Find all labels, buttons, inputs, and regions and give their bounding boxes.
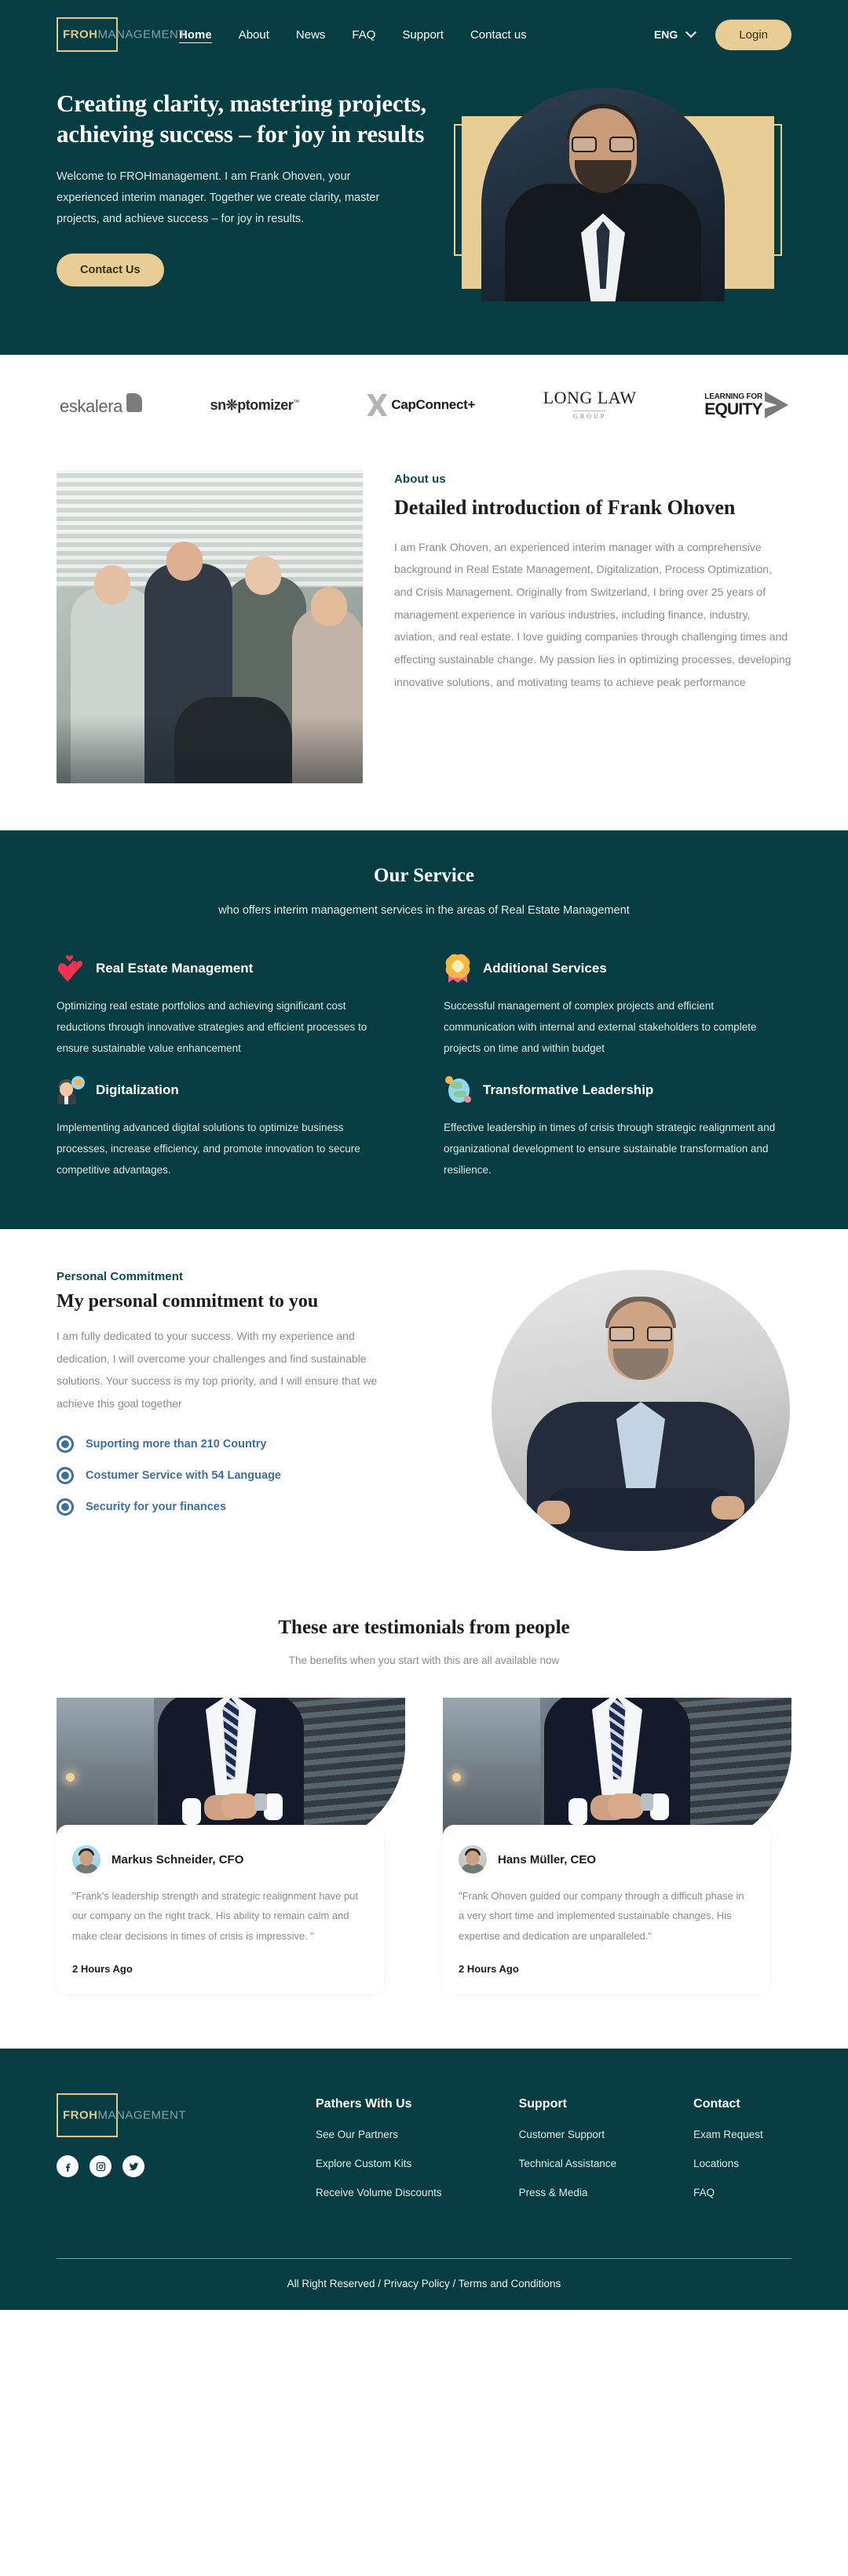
testimonial-quote: "Frank's leadership strength and strategic realignment have put our company on the right track. His ability to remain calm and make clear decisions in times of crisis is impressive. ": [72, 1890, 359, 1942]
check-label: Costumer Service with 54 Language: [86, 1469, 281, 1482]
testimonial-author: Hans Müller, CEO: [498, 1852, 597, 1866]
service-desc: Optimizing real estate portfolios and achieving significant cost reductions through innovative strategies and efficient processes to ensure sustainable value enhancement: [57, 1000, 367, 1054]
testimonials-grid: [57, 1698, 791, 1994]
nav-item-support[interactable]: Support: [402, 27, 444, 42]
hero-copy: [57, 88, 445, 323]
snaptomizer-text-2: ptomizer: [237, 396, 294, 413]
testimonial-body: [443, 1825, 770, 1994]
testimonials-title: These are testimonials from people: [278, 1617, 570, 1638]
services-title: Our Service: [374, 865, 474, 886]
nav-item-about[interactable]: About: [238, 27, 269, 42]
nav-item-home[interactable]: Home: [179, 27, 212, 42]
top-navigation: [0, 0, 848, 53]
nav-links: [179, 28, 527, 42]
service-name: Digitalization: [96, 1082, 179, 1097]
login-button[interactable]: Login: [715, 20, 791, 50]
service-name: Transformative Leadership: [483, 1082, 654, 1097]
lfe-line-2: EQUITY: [704, 400, 762, 418]
footer-link[interactable]: Receive Volume Discounts: [316, 2187, 442, 2199]
service-name: Real Estate Management: [96, 961, 254, 976]
service-desc: Implementing advanced digital solutions to optimize business processes, increase efficiency, and promote innovation to secure competitive advantages.: [57, 1122, 360, 1176]
commitment-eyebrow: Personal Commitment: [57, 1270, 184, 1283]
snaptomizer-text-1: sn: [210, 396, 226, 413]
hero-subtitle: Welcome to FROHmanagement. I am Frank Ohoven, your experienced interim manager. Together we create clarity, master projects, and achieve success – for joy in results.: [57, 170, 380, 225]
footer-copyright: All Right Reserved / Privacy Policy / Terms and Conditions: [287, 2278, 561, 2290]
snaptomizer-tm: ™: [293, 398, 299, 406]
hero-contact-us-button[interactable]: Contact Us: [57, 254, 164, 286]
service-card-digitalization[interactable]: [57, 1076, 404, 1180]
language-label: ENG: [653, 28, 678, 41]
radio-filled-icon: [57, 1467, 74, 1484]
twitter-icon[interactable]: [122, 2155, 144, 2177]
instagram-icon[interactable]: [90, 2155, 111, 2177]
footer-column-heading: Contact: [693, 2097, 740, 2111]
footer-logo-froh: FROH: [63, 2108, 98, 2122]
hero-body: [0, 53, 848, 323]
testimonial-card: [443, 1698, 791, 1994]
footer-link[interactable]: See Our Partners: [316, 2129, 399, 2141]
logo-text-management: MANAGEMENT: [97, 27, 187, 42]
check-label: Suporting more than 210 Country: [86, 1437, 267, 1450]
footer-column-heading: Support: [518, 2097, 567, 2111]
personal-commitment-section: [0, 1229, 848, 1600]
testimonial-quote: "Frank Ohoven guided our company through a difficult phase in a very short time and implemented sustainable changes. His expertise and dedication are unparalleled.": [459, 1890, 744, 1942]
footer-link[interactable]: Press & Media: [518, 2187, 588, 2199]
hero-portrait-photo: [481, 88, 725, 301]
commitment-portrait-photo: [492, 1270, 790, 1551]
service-desc: Successful management of complex projects and efficient communication with internal and external stakeholders to complete projects on time and within budget: [444, 1000, 757, 1054]
footer-column-partners: [316, 2097, 442, 2198]
nav-right-group: [654, 20, 791, 50]
nav-item-news[interactable]: News: [295, 27, 326, 42]
check-item-languages: [57, 1467, 426, 1484]
partner-logo-snaptomizer: sn❊ptomizer™: [210, 396, 299, 413]
radio-filled-icon: [57, 1498, 74, 1516]
footer-social-links: [57, 2155, 316, 2177]
lfe-arrow-icon: [765, 392, 788, 418]
testimonial-body: [57, 1825, 384, 1994]
long-law-name: LONG LAW: [543, 388, 637, 407]
check-label: Security for your finances: [86, 1500, 226, 1513]
footer-column-heading: Pathers With Us: [316, 2097, 412, 2111]
testimonials-section: [0, 1600, 848, 2049]
partner-logo-eskalera: [60, 393, 142, 417]
commitment-image-area: [452, 1270, 791, 1553]
avatar: [459, 1845, 487, 1874]
long-law-group: GROUP: [573, 410, 606, 420]
footer-link[interactable]: Locations: [693, 2158, 739, 2170]
capconnect-x-icon: [367, 394, 387, 416]
nav-item-faq[interactable]: FAQ: [352, 27, 376, 42]
award-badge-icon: [444, 954, 472, 983]
hero-image-area: [461, 88, 791, 323]
commitment-body: I am fully dedicated to your success. With my experience and dedication, I will overcome your challenges and find sustainable solutions. Your success is my top priority, and I will ensure that we achieve this goal together: [57, 1330, 378, 1410]
about-body: I am Frank Ohoven, an experienced interim manager with a comprehensive background in Real Estate Management, Digitalization, Process Optimization, and Crisis Management. Originally from Switzerland, I bring over 25 years of management experience in various industries, including finance, industry, aviation, and real estate. I love guiding companies through challenging times and effecting sustainable change. My passion lies in optimizing processes, developing innovative solutions, and motivating teams to achieve peak performance: [394, 540, 791, 688]
heart-icon: [57, 954, 85, 983]
footer-link[interactable]: Exam Request: [693, 2129, 763, 2141]
footer-column-support: [519, 2097, 617, 2198]
chevron-down-icon: [685, 27, 696, 38]
site-footer: [0, 2049, 848, 2310]
footer-link-columns: [316, 2093, 763, 2198]
testimonial-timestamp: 2 Hours Ago: [72, 1963, 133, 1976]
eskalera-mark-icon: [126, 393, 142, 412]
check-item-security: [57, 1498, 426, 1516]
testimonial-card: [57, 1698, 405, 1994]
site-logo[interactable]: [57, 16, 187, 53]
language-selector[interactable]: [654, 28, 695, 41]
services-subtitle: who offers interim management services in the areas of Real Estate Management: [218, 904, 630, 917]
lfe-line-1: LEARNING FOR: [704, 392, 762, 401]
services-section: [0, 830, 848, 1229]
radio-filled-icon: [57, 1436, 74, 1453]
eskalera-text: eskalera: [60, 396, 122, 416]
logo-text-froh: FROH: [63, 27, 98, 42]
testimonial-timestamp: 2 Hours Ago: [459, 1963, 519, 1976]
check-item-countries: [57, 1436, 426, 1453]
footer-link[interactable]: Explore Custom Kits: [316, 2158, 412, 2170]
footer-link[interactable]: FAQ: [693, 2187, 715, 2199]
about-eyebrow: About us: [394, 473, 446, 486]
partner-logo-capconnect: [367, 394, 475, 416]
services-grid: [57, 954, 791, 1180]
service-name: Additional Services: [483, 961, 607, 976]
service-desc: Effective leadership in times of crisis through strategic realignment and organizational development to ensure sustainable transformation and resilience.: [444, 1122, 776, 1176]
commitment-title: My personal commitment to you: [57, 1291, 319, 1312]
about-team-photo: [57, 469, 363, 783]
testimonials-subtitle: The benefits when you start with this are all available now: [288, 1655, 560, 1666]
footer-column-contact: [693, 2097, 763, 2198]
commitment-text-block: [57, 1270, 426, 1553]
hero-section: [0, 0, 848, 355]
globe-network-icon: [444, 1076, 472, 1104]
footer-logo-management: MANAGEMENT: [97, 2108, 187, 2122]
about-section: [0, 457, 848, 830]
avatar: [72, 1845, 101, 1874]
about-text-block: [394, 469, 791, 783]
nav-item-contact-us[interactable]: Contact us: [470, 27, 527, 42]
commitment-check-list: [57, 1436, 426, 1516]
partner-logo-learning-for-equity: [704, 392, 788, 418]
service-card-real-estate-management[interactable]: [57, 954, 404, 1059]
person-idea-icon: [57, 1076, 85, 1104]
facebook-icon[interactable]: [57, 2155, 79, 2177]
capconnect-text: CapConnect+: [391, 397, 476, 412]
hero-title: Creating clarity, mastering projects, achieving success – for joy in results: [57, 89, 426, 148]
about-title: Detailed introduction of Frank Ohoven: [394, 496, 736, 519]
footer-logo[interactable]: [57, 2093, 316, 2138]
testimonial-author: Markus Schneider, CFO: [111, 1852, 244, 1866]
service-card-transformative-leadership[interactable]: [444, 1076, 791, 1180]
partner-logo-long-law: [543, 388, 637, 422]
service-card-additional-services[interactable]: [444, 954, 791, 1059]
portrait-glasses-icon: [572, 137, 634, 152]
portrait-glasses-icon: [609, 1326, 672, 1341]
partner-logos-strip: [0, 355, 848, 457]
footer-link[interactable]: Technical Assistance: [518, 2158, 617, 2170]
footer-brand-block: [57, 2093, 316, 2198]
footer-link[interactable]: Customer Support: [518, 2129, 605, 2141]
logo-text: [63, 28, 186, 42]
